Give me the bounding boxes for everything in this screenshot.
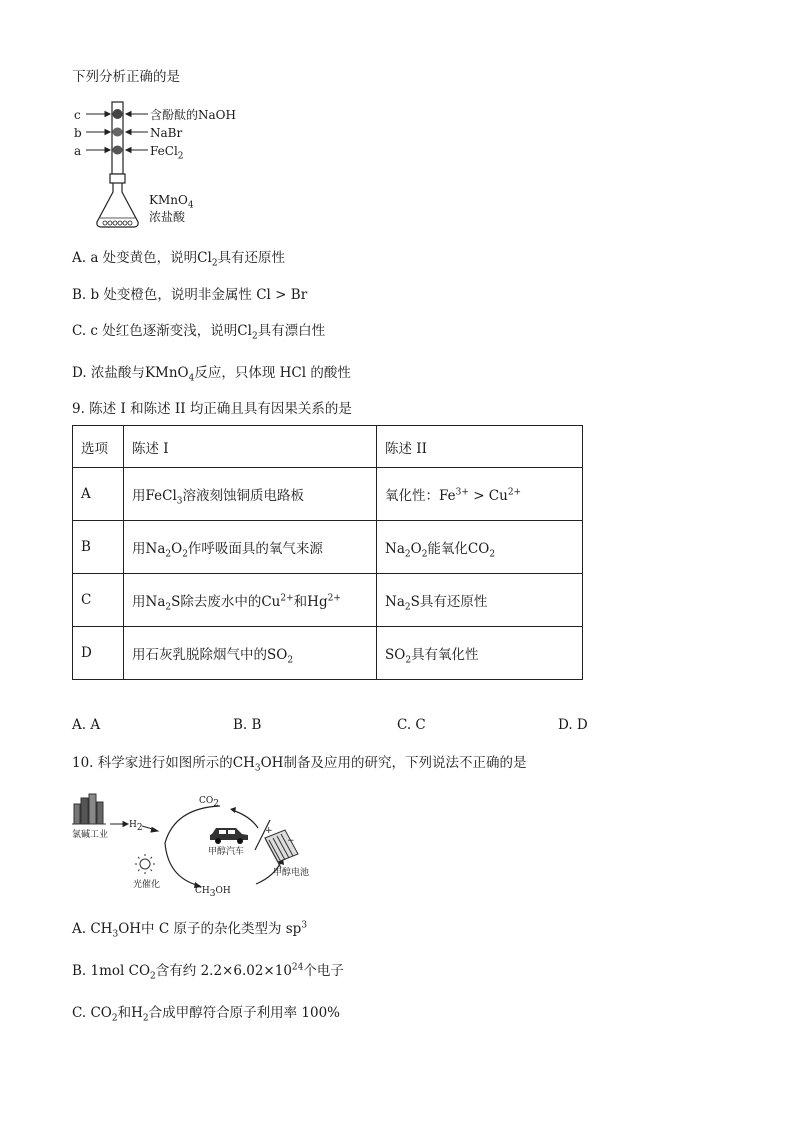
flask-reagent: KMnO$_4$: [149, 193, 194, 211]
row-option: D: [73, 627, 124, 680]
reagent-a: FeCl$_2$: [150, 144, 184, 162]
q9-choice-d: D. D: [558, 717, 588, 733]
sun-icon: [135, 854, 155, 874]
q8-option-c: C. c 处红色逐渐变浅，说明$Cl_2$具有漂白性: [72, 323, 326, 342]
row-option: A: [73, 468, 124, 521]
flask-acid: 浓盐酸: [149, 210, 186, 224]
cycle-battery: 甲醇电池: [273, 868, 310, 878]
q9-choice-c: C. C: [397, 717, 426, 733]
q10-option-c: C. $CO_2$和$H_2$合成甲醇符合原子利用率 100%: [72, 1005, 340, 1024]
table-row: [73, 627, 583, 680]
q10-stem: 10. 科学家进行如图所示的$CH_3OH$制备及应用的研究，下列说法不正确的是: [72, 755, 527, 774]
row-option: C: [73, 574, 124, 627]
factory-icon: [72, 794, 106, 824]
row-statement-2: $Na_2S$具有还原性: [377, 574, 583, 627]
q9-choice-a: A. A: [72, 717, 101, 733]
row-statement-2: $Na_2O_2$能氧化$CO_2$: [377, 521, 583, 574]
cotton-b: [113, 128, 123, 137]
q9-choice-b: B. B: [233, 717, 262, 733]
cotton-c: [113, 109, 123, 119]
cotton-a: [113, 146, 123, 155]
q10-option-b: B. 1mol $CO_2$含有约 $2.2\times 6.02\times 10^{24}$个电子: [72, 962, 344, 982]
q8-option-a: A. a 处变黄色，说明$Cl_2$具有还原性: [72, 250, 286, 269]
cycle-ch3oh: $CH_3OH$: [195, 886, 231, 899]
header-option: 选项: [73, 426, 124, 468]
table-header-row: [73, 426, 583, 468]
row-statement-2: 氧化性：$Fe^{3+} > Cu^{2+}$: [377, 468, 583, 521]
table-row: [73, 521, 583, 574]
cycle-h2: $H_2$: [129, 820, 143, 833]
cycle-minus: −: [287, 836, 295, 846]
cycle-car: 甲醇汽车: [208, 847, 245, 857]
reagent-b: NaBr: [150, 126, 183, 140]
reagent-c: 含酚酞的NaOH: [150, 108, 236, 122]
flask: [97, 183, 138, 227]
table-row: [73, 574, 583, 627]
row-option: B: [73, 521, 124, 574]
q8-option-b: B. b 处变橙色，说明非金属性 Cl > Br: [72, 287, 308, 303]
q9-stem: 9. 陈述 I 和陈述 II 均正确且具有因果关系的是: [72, 401, 352, 417]
label-b: b: [74, 126, 82, 140]
q8-option-d: D. 浓盐酸与KMnO$_4$反应，只体现 HCl 的酸性: [72, 365, 351, 384]
q9-table: [72, 425, 583, 680]
cycle-co2: $CO_2$: [199, 796, 219, 809]
row-statement-1: 用石灰乳脱除烟气中的$SO_2$: [124, 627, 377, 680]
row-statement-1: 用$Na_2S$除去废水中的$Cu^{2+}$和$Hg^{2+}$: [124, 574, 377, 627]
row-statement-1: 用$Na_2O_2$作呼吸面具的氧气来源: [124, 521, 377, 574]
question-intro: 下列分析正确的是: [72, 69, 180, 85]
stopper: [110, 174, 125, 183]
table-row: [73, 468, 583, 521]
label-a: a: [74, 144, 82, 158]
header-statement-2: 陈述 II: [377, 426, 583, 468]
cycle-industry: 氯碱工业: [72, 830, 109, 840]
row-statement-2: $SO_2$具有氧化性: [377, 627, 583, 680]
row-statement-1: 用FeCl$_3$溶液刻蚀铜质电路板: [124, 468, 377, 521]
cycle-photo: 光催化: [133, 880, 161, 890]
car-icon: [210, 828, 248, 844]
cycle-plus: +: [265, 826, 273, 836]
label-c: c: [74, 108, 81, 122]
header-statement-1: 陈述 I: [124, 426, 377, 468]
q10-option-a: A. $CH_3OH$中 C 原子的杂化类型为 $sp^3$: [72, 920, 308, 940]
